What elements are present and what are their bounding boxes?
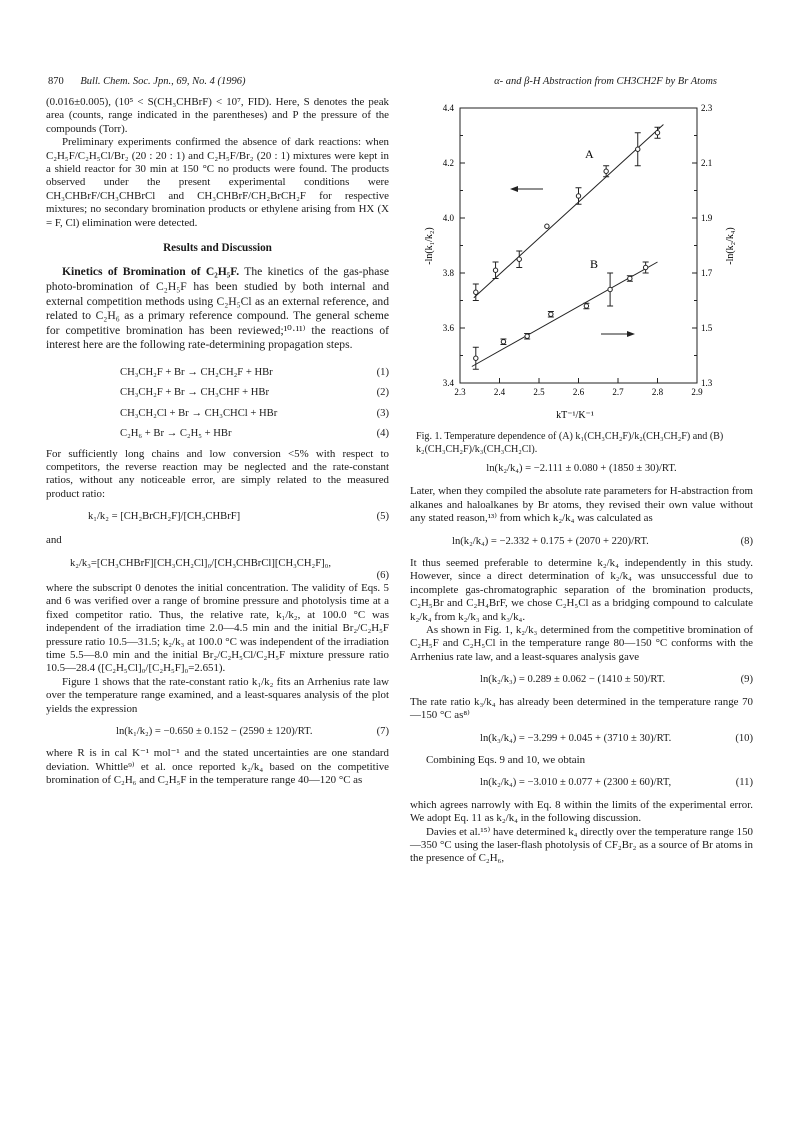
data-point-a [474,290,478,294]
reaction-equation: CH₃CH₂F + Br → CH₃CHF + HBr (2) [120,387,389,399]
plot-frame [460,108,697,383]
paragraph: Preliminary experiments confirmed the absence of dark reactions: when C₂H₅F/C₂H₅Cl/Br₂ (20 : 20 : 1) and C₂H₅F/Br₂ (20 : 1) mixtures were kept in a shield reactor for 30 min at 150 °C no products were found. The products observed under the present experimental conditions were CH₃CHBrF/CH₃CHBrCl and CH₃CHBrF/CH₂BrCH₂F for respective mixtures; no secondary bromination products or ethylene arising from HX (X = F, Cl) elimination were detected. [46,136,389,229]
x-tick-label: 2.5 [533,387,545,397]
reaction-equation: CH₃CH₂F + Br → CH₂CH₂F + HBr (1) [120,367,389,379]
x-tick-label: 2.7 [612,387,624,397]
paragraph: For sufficiently long chains and low conversion <5% with respect to competitors, the reverse reaction may be neglected and the rate-constant ratios, without any noticeable error, are simply related to the measured product ratio: [46,447,389,500]
series-label-b: B [590,257,599,271]
paragraph: Later, when they compiled the absolute rate parameters for H-abstraction from alkanes and haloalkanes by Br atoms, they revised their own value without any stated reason,¹³⁾ from which k₂/k₄ was calculated as [410,485,753,525]
paragraph: Figure 1 shows that the rate-constant ratio k₁/k₂ fits an Arrhenius rate law over the temperature range examined, and a least-squares analysis of the plot yields the expression [46,675,389,715]
data-point-a [517,257,521,261]
page-number: 870 [48,76,64,87]
arrhenius-plot [410,96,753,426]
data-point-a [636,147,640,151]
y-axis-left-label: -ln(k₁/k₂) [424,227,435,265]
running-title: α- and β-H Abstraction from CH3CH2F by Br Atoms [494,76,717,87]
y-right-tick-label: 2.1 [701,158,713,168]
data-point-b [501,340,505,344]
paragraph-text: The kinetics of the gas-phase photo-bromination of C₂H₅F has been studied by both internal and external competition methods using C₂H₅Cl as an external reference, and related to C₂H₆ as a primary reference compound. The general scheme for competitive bromination has been reviewed;¹⁰·¹¹⁾ the reactions of interest here are the following rate-determining propagation steps. [46,265,389,352]
series-label-a: A [585,147,594,161]
paragraph: where the subscript 0 denotes the initial concentration. The validity of Eqs. 5 and 6 was verified over a range of bromine pressure and photolysis time at a fixed competitor ratio. Thus, the relative rate, k₁/k₂, at 100.0 °C was independent of the irradiation time 2.0—4.5 min and the initial Br₂/C₂H₅F pressure ratio 10.5—31.5; k₂/k₃ at 100.0 °C was independent of the irradiation time 5.5—8.0 min and the initial Br₂/C₂H₅Cl/C₂H₅F mixture pressure ratio 10.5—28.4 ([C₂H₅Cl]₀/[C₂H₅F]₀=2.651). [46,581,389,675]
y-right-tick-label: 1.3 [701,378,713,388]
data-point-a [493,268,497,272]
equation-5: k₁/k₂ = [CH₂BrCH₂F]/[CH₃CHBrF] (5) [88,511,389,523]
data-point-b [584,304,588,308]
y-right-tick-label: 1.9 [701,213,713,223]
data-point-b [474,356,478,360]
paragraph: It thus seemed preferable to determine k₂/k₄ independently in this study. However, since a direct determination of k₂/k₄ was unsuccessful due to incomplete gas-chromatographic separation of the bromination products, C₂H₅Br and C₂H₄BrF, we chose C₂H₅Cl as a bridging compound to calculate k₂/k₄ from k₂/k₃ and k₃/k₄. [410,557,753,623]
left-column [46,96,389,788]
data-point-a [655,131,659,135]
arrow-right-icon [601,331,635,337]
equation-8: ln(k₂/k₄) = −2.332 + 0.175 + (2070 + 220)/RT. (8) [452,535,753,547]
equation-number: (6) [376,569,389,581]
fit-line-a [474,125,664,298]
y-right-tick-label: 2.3 [701,103,713,113]
data-point-a [576,194,580,198]
equation-9: ln(k₂/k₃) = 0.289 ± 0.062 − (1410 ± 50)/RT. (9) [480,674,753,686]
x-tick-label: 2.6 [572,387,585,397]
x-axis-label: kT⁻¹/K⁻¹ [556,410,594,421]
paragraph [46,265,389,353]
y-tick-label: 3.6 [442,323,454,333]
paragraph: (0.016±0.005), (10⁵ < S(CH₃CHBrF) < 10⁷, FID). Here, S denotes the peak area (counts, range indicated in the parentheses) and P the pressure of the compounds (Torr). [46,96,389,135]
data-point-b [525,334,529,338]
y-right-tick-label: 1.5 [701,323,713,333]
equation-6: k₂/k₃=[CH₃CHBrF][CH₃CH₂Cl]₀/[CH₃CHBrCl][CH₃CH₂F]₀, [70,558,331,570]
y-right-tick-label: 1.7 [701,268,713,278]
x-tick-label: 2.9 [691,387,703,397]
figure-caption: Fig. 1. Temperature dependence of (A) k₁(CH₃CH₂F)/k₂(CH₃CH₂F) and (B) k₂(CH₃CH₂F)/k₃(CH₃CH₂Cl). [416,431,724,455]
y-tick-label: 3.8 [442,268,454,278]
section-title: Results and Discussion [163,242,272,255]
data-point-a [604,169,608,173]
x-tick-label: 2.4 [493,387,506,397]
equation-10: ln(k₃/k₄) = −3.299 + 0.045 + (3710 ± 30)/RT. (10) [480,732,753,744]
data-point-b [628,276,632,280]
reaction-equation: C₂H₆ + Br → C₂H₅ + HBr (4) [120,428,389,440]
reaction-equation: CH₃CH₂Cl + Br → CH₃CHCl + HBr (3) [120,407,389,419]
header-left [48,76,245,87]
right-column [410,96,753,866]
y-axis-right-label: -ln(k₂/k₄) [725,227,736,265]
paragraph: As shown in Fig. 1, k₂/k₃ determined from the competitive bromination of C₂H₅F and C₂H₅Cl in the temperature range 80—150 °C conforms with the Arrhenius rate law, and a least-squares analysis gave [410,624,753,663]
data-point-b [549,312,553,316]
paragraph: Davies et al.¹⁵⁾ have determined k₄ directly over the temperature range 150—350 °C using the laser-flash photolysis of CF₂Br₂ as a source of Br atoms in the presence of C₂H₆, [410,825,753,865]
paragraph: which agrees narrowly with Eq. 8 within the limits of the experimental error. We adopt Eq. 11 as k₂/k₄ in the following discussion. [410,798,753,825]
connector-text: and [46,533,62,546]
data-point-a [545,224,549,228]
y-tick-label: 3.4 [442,378,454,388]
paragraph: Combining Eqs. 9 and 10, we obtain [426,753,586,766]
y-tick-label: 4.2 [442,158,454,168]
arrow-left-icon [510,186,543,192]
subsection-title: Kinetics of Bromination of C₂H₅F. [62,265,240,279]
figure-1 [410,96,753,426]
x-tick-label: 2.8 [651,387,664,397]
equation-11: ln(k₂/k₄) = −3.010 ± 0.077 + (2300 ± 60)/RT, (11) [480,777,753,789]
y-tick-label: 4.4 [442,103,454,113]
data-point-b [608,287,612,291]
x-tick-label: 2.3 [454,387,466,397]
equation-7: ln(k₁/k₂) = −0.650 ± 0.152 − (2590 ± 120)/RT. (7) [116,725,389,737]
data-point-b [643,265,647,269]
caption-equation: ln(k₂/k₄) = −2.111 ± 0.080 + (1850 ± 30)/RT. [486,463,677,474]
paragraph: where R is in cal K⁻¹ mol⁻¹ and the stated uncertainties are one standard deviation. Whittle⁹⁾ et al. once reported k₂/k₄ based on the competitive bromination of C₂H₆ and C₂H₅F in the temperature range 40—120 °C as [46,747,389,787]
journal-citation: Bull. Chem. Soc. Jpn., 69, No. 4 (1996) [80,76,246,87]
paragraph: The rate ratio k₃/k₄ has already been determined in the temperature range 70—150 °C as⁸⁾ [410,695,753,722]
y-tick-label: 4.0 [442,213,454,223]
